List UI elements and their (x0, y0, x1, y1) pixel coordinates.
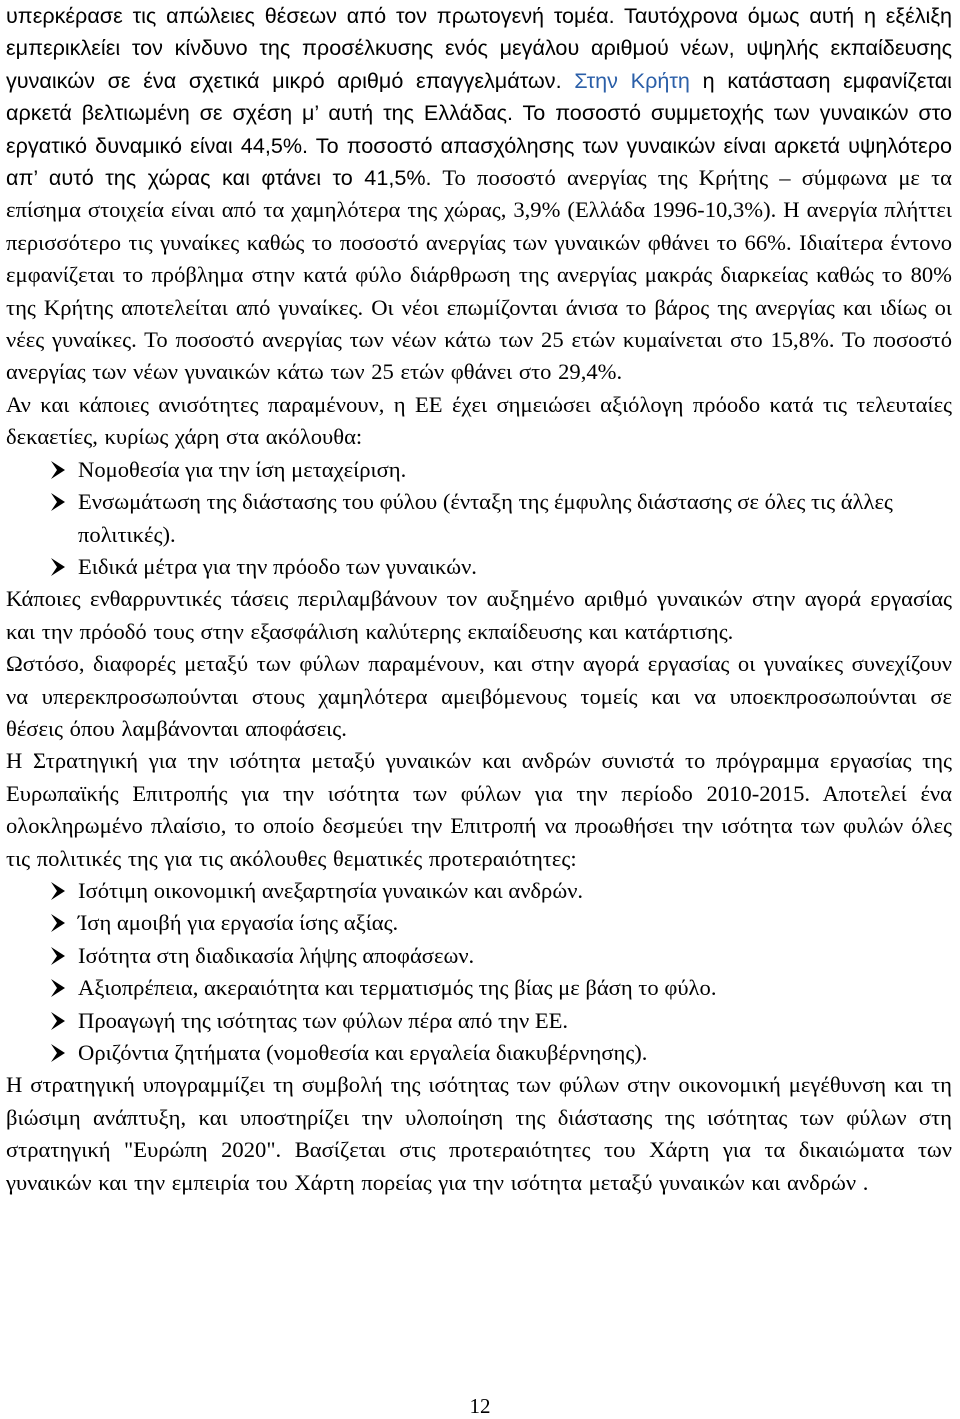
bullet-list-priorities (6, 875, 952, 1069)
list-item (6, 1005, 952, 1037)
arrow-bullet-icon (50, 881, 66, 901)
arrow-bullet-icon (50, 1011, 66, 1031)
list-item (6, 875, 952, 907)
arrow-bullet-icon (50, 978, 66, 998)
paragraph-crete-employment (6, 0, 952, 389)
list-item (6, 940, 952, 972)
list-item (6, 551, 952, 583)
list-item-text: Ισότητα στη διαδικασία λήψης αποφάσεων. (78, 942, 475, 968)
list-item (6, 486, 952, 551)
paragraph-text: υπερκέρασε τις απώλειες θέσεων από τον πρωτογενή τομέα. Ταυτόχρονα όμως αυτή η εξέλιξη εμπερικλείει τον κίνδυνο της προσέλκυσης ενός μεγάλου αριθμού νέων, υψηλής εκπαίδευσης γυναικών σε ένα σχετικά μικρό αριθμό επαγγελμάτων. (6, 3, 952, 93)
paragraph-eu-progress: Αν και κάποιες ανισότητες παραμένουν, η ΕΕ έχει σημειώσει αξιόλογη πρόοδο κατά τις τελευταίες δεκαετίες, κυρίως χάρη στα ακόλουθα: (6, 391, 952, 450)
arrow-bullet-icon (50, 492, 66, 512)
list-item-text: Ενσωμάτωση της διάστασης του φύλου (ένταξη της έμφυλης διάστασης σε όλες τις άλλες πολιτικές). (78, 489, 893, 547)
list-item-text: Ισότιμη οικονομική ανεξαρτησία γυναικών και ανδρών. (78, 877, 584, 903)
list-item-text: Οριζόντια ζητήματα (νομοθεσία και εργαλεία διακυβέρνησης). (78, 1040, 648, 1065)
bullet-list-eu-progress (6, 454, 952, 584)
highlighted-text: Στην Κρήτη (574, 67, 690, 93)
list-item (6, 1037, 952, 1069)
paragraph-text: Το ποσοστό ανεργίας της Κρήτης – σύμφωνα με τα επίσημα στοιχεία είναι από τα χαμηλότερα της χώρας, 3,9% (Ελλάδα 1996-10,3%). Η ανεργία πλήττει περισσότερο τις γυναίκες καθώς το ποσοστό ανεργίας των γυναικών φθάνει το 66%. Ιδιαίτερα έντονο εμφανίζεται το πρόβλημα στην κατά φύλο διάρθρωση της ανεργίας μακράς διαρκείας καθώς το 80% της Κρήτης αποτελείται από γυναίκες. Οι νέοι επωμίζονται άνισα το βάρος της ανεργίας και ιδίως οι νέες γυναίκες. Το ποσοστό ανεργίας των νέων κάτω των 25 ετών κυμαίνεται στο 15,8%. Το ποσοστό ανεργίας των νέων γυναικών κάτω των 25 ετών φθάνει στο 29,4%. (6, 165, 953, 385)
paragraph-strategy: Η Στρατηγική για την ισότητα μεταξύ γυναικών και ανδρών συνιστά το πρόγραμμα εργασίας της Ευρωπαϊκής Επιτροπής για την ισότητα των φύλων για την περίοδο 2010-2015. Αποτελεί ένα ολοκληρωμένο πλαίσιο, το οποίο δεσμεύει την Επιτροπή να προωθήσει την ισότητα των φυλών όλες τις πολιτικές της για τις ακόλουθες θεματικές προτεραιότητες: (6, 748, 952, 871)
list-item-text: Ειδικά μέτρα για την πρόοδο των γυναικών. (78, 553, 477, 579)
arrow-bullet-icon (50, 557, 66, 577)
list-item-text: Αξιοπρέπεια, ακεραιότητα και τερματισμός της βίας με βάση το φύλο. (78, 975, 717, 1001)
list-item (6, 907, 952, 939)
paragraph-trends: Κάποιες ενθαρρυντικές τάσεις περιλαμβάνουν τον αυξημένο αριθμό γυναικών στην αγορά εργασίας και την πρόοδό τους στην εξασφάλιση καλύτερης εκπαίδευσης και κατάρτισης. (6, 586, 952, 644)
paragraph-text: η κατάσταση εμφανίζεται αρκετά βελτιωμένη σε σχέση μ’ αυτή της Ελλάδας. Το ποσοστό συμμετοχής των γυναικών στο εργατικό δυναμικό είναι 44,5%. Το ποσοστό απασχόλησης των γυναικών είναι αρκετά υψηλότερο απ’ αυτό της χώρας και φτάνει το 41,5%. (6, 67, 952, 191)
arrow-bullet-icon (50, 913, 66, 933)
arrow-bullet-icon (50, 1043, 66, 1063)
list-item-text: Νομοθεσία για την ίση μεταχείριση. (78, 456, 407, 482)
list-item (6, 454, 952, 486)
text-column (6, 0, 952, 1199)
arrow-bullet-icon (50, 460, 66, 480)
paragraph-strategy-contribution: Η στρατηγική υπογραμμίζει τη συμβολή της ισότητας των φύλων στην οικονομική μεγέθυνση και τη βιώσιμη ανάπτυξη, και υποστηρίζει την υλοποίηση της διάστασης της ισότητας των φύλων στη στρατηγική "Ευρώπη 2020". Βασίζεται στις προτεραιότητες του Χάρτη για τα δικαιώματα των γυναικών και την εμπειρία του Χάρτη πορείας για την ισότητα μεταξύ γυναικών και ανδρών . (6, 1072, 952, 1195)
page-number: 12 (469, 1394, 491, 1418)
arrow-bullet-icon (50, 946, 66, 966)
list-item (6, 972, 952, 1004)
list-item-text: Προαγωγή της ισότητας των φύλων πέρα από την ΕΕ. (78, 1007, 569, 1033)
paragraph-differences: Ωστόσο, διαφορές μεταξύ των φύλων παραμένουν, και στην αγορά εργασίας οι γυναίκες συνεχίζουν να υπερεκπροσωπούνται στους χαμηλότερα αμειβόμενους τομείς και να υποεκπροσωπούνται σε θέσεις όπου λαμβάνονται αποφάσεις. (6, 651, 952, 741)
list-item-text: Ίση αμοιβή για εργασία ίσης αξίας. (78, 910, 399, 936)
